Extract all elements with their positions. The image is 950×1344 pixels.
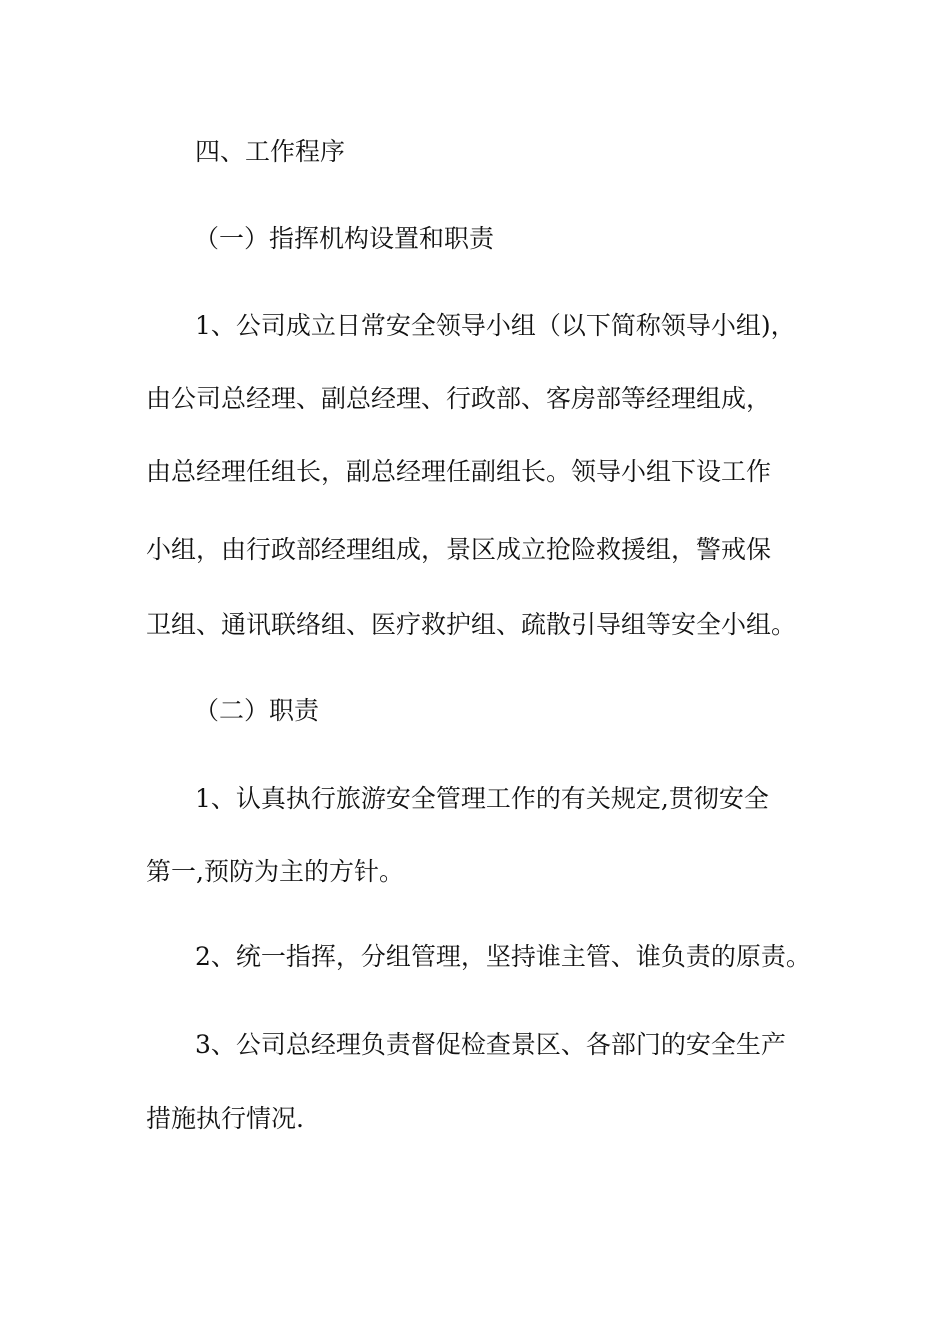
paragraph-line: 由公司总经理、副总经理、行政部、客房部等经理组成， (146, 384, 772, 413)
paragraph-line: 措施执行情况. (146, 1104, 304, 1133)
section-heading: 四、工作程序 (195, 137, 346, 166)
paragraph-line: 2、统一指挥，分组管理，坚持谁主管、谁负责的原责。 (195, 942, 811, 971)
paragraph-line: 3、公司总经理负责督促检查景区、各部门的安全生产 (195, 1030, 786, 1059)
paragraph-line: 由总经理任组长，副总经理任副组长。领导小组下设工作 (146, 457, 772, 486)
paragraph-line: 卫组、通讯联络组、医疗救护组、疏散引导组等安全小组。 (146, 610, 797, 639)
subsection-2-heading: （二）职责 (194, 696, 320, 725)
paragraph-line: 1、公司成立日常安全领导小组（以下简称领导小组)， (195, 311, 796, 340)
paragraph-line: 1、认真执行旅游安全管理工作的有关规定,贯彻安全 (195, 784, 769, 813)
paragraph-line: 第一,预防为主的方针。 (146, 857, 404, 886)
subsection-1-heading: （一）指挥机构设置和职责 (194, 224, 495, 253)
paragraph-line: 小组，由行政部经理组成，景区成立抢险救援组，警戒保 (146, 535, 772, 564)
